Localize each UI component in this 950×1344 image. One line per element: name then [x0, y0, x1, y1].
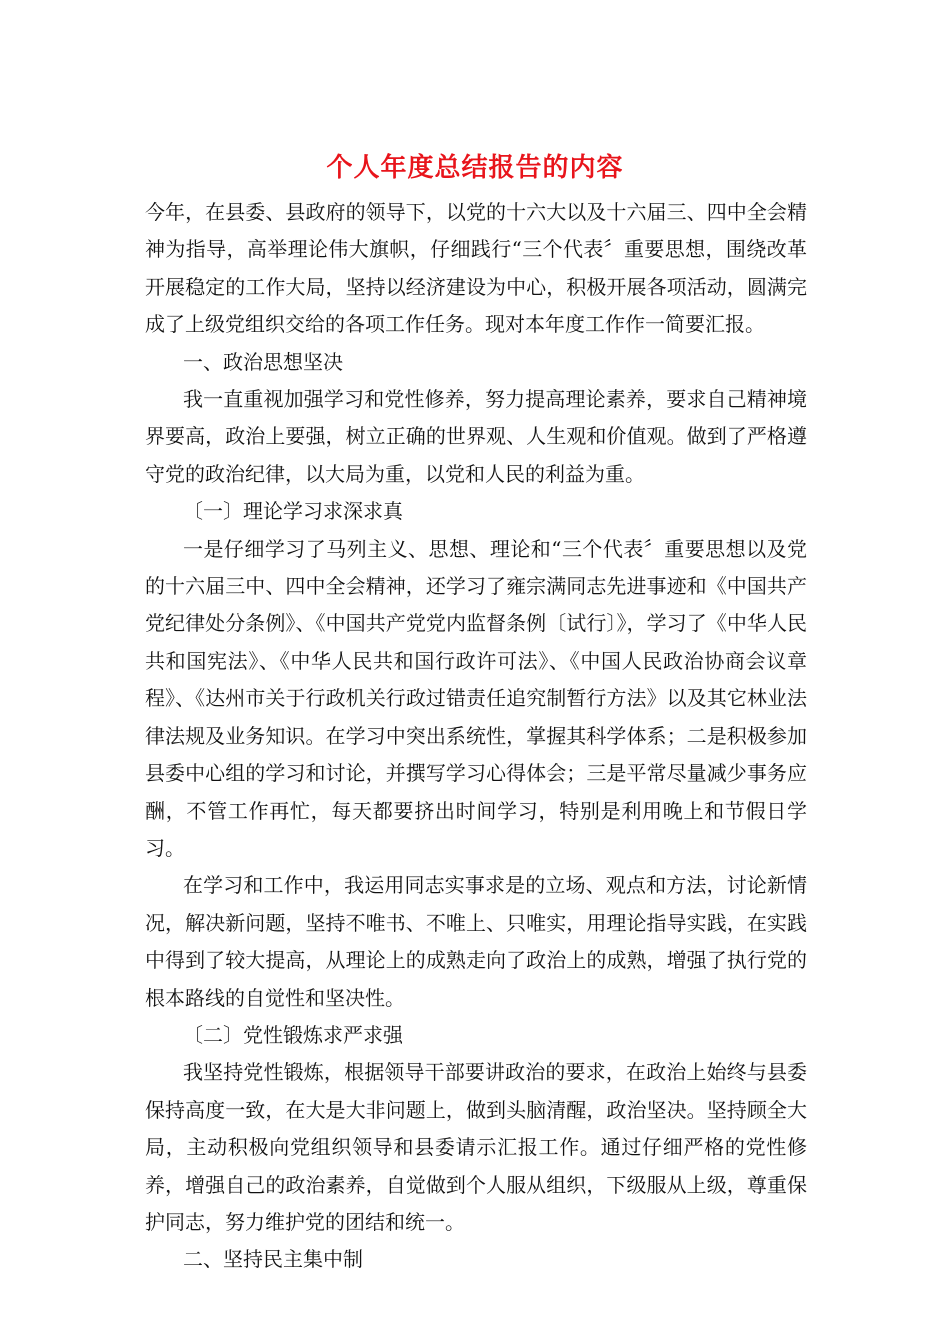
section-heading: 一、政治思想坚决: [183, 349, 343, 374]
document-title: 个人年度总结报告的内容: [326, 153, 624, 183]
subsection-heading: 〔一〕理论学习求深求真: [183, 499, 403, 524]
subsection-heading: 〔二〕党性锻炼求严求强: [183, 1022, 403, 1047]
paragraph: 我坚持党性锻炼，根据领导干部要讲政治的要求，在政治上始终与县委保持高度一致，在大是大非问题上，做到头脑清醒，政治坚决。坚持顾全大局，主动积极向党组织领导和县委请示汇报工作。通过仔细严格的党性修养，增强自己的政治素养，自觉做到个人服从组织，下级服从上级，尊重保护同志，努力维护党的团结和统一。: [145, 1060, 807, 1234]
section-heading: 二、坚持民主集中制: [183, 1247, 363, 1272]
paragraph: 我一直重视加强学习和党性修养，努力提高理论素养，要求自己精神境界要高，政治上要强，树立正确的世界观、人生观和价值观。做到了严格遵守党的政治纪律，以大局为重，以党和人民的利益为重。: [145, 387, 807, 486]
paragraph: 一是仔细学习了马列主义、思想、理论和“三个代表〞重要思想以及党的十六届三中、四中全会精神，还学习了雍宗满同志先进事迹和《中国共产党纪律处分条例》、《中国共产党党内监督条例〔试行〕》，学习了《中华人民共和国宪法》、《中华人民共和国行政许可法》、《中国人民政治协商会议章程》、《达州市关于行政机关行政过错责任追究制暂行方法》以及其它林业法律法规及业务知识。在学习中突出系统性，掌握其科学体系；二是积极参加县委中心组的学习和讨论，并撰写学习心得体会；三是平常尽量减少事务应酬，不管工作再忙，每天都要挤出时间学习，特别是利用晚上和节假日学习。: [145, 536, 807, 860]
paragraph: 今年，在县委、县政府的领导下，以党的十六大以及十六届三、四中全会精神为指导，高举理论伟大旗帜，仔细践行“三个代表〞重要思想，围绕改革开展稳定的工作大局，坚持以经济建设为中心，积极开展各项活动，圆满完成了上级党组织交给的各项工作任务。现对本年度工作作一简要汇报。: [145, 200, 807, 337]
document-body: [145, 194, 807, 1279]
paragraph: 在学习和工作中，我运用同志实事求是的立场、观点和方法，讨论新情况，解决新问题，坚持不唯书、不唯上、只唯实，用理论指导实践，在实践中得到了较大提高，从理论上的成熟走向了政治上的成熟，增强了执行党的根本路线的自觉性和坚决性。: [145, 873, 807, 1010]
